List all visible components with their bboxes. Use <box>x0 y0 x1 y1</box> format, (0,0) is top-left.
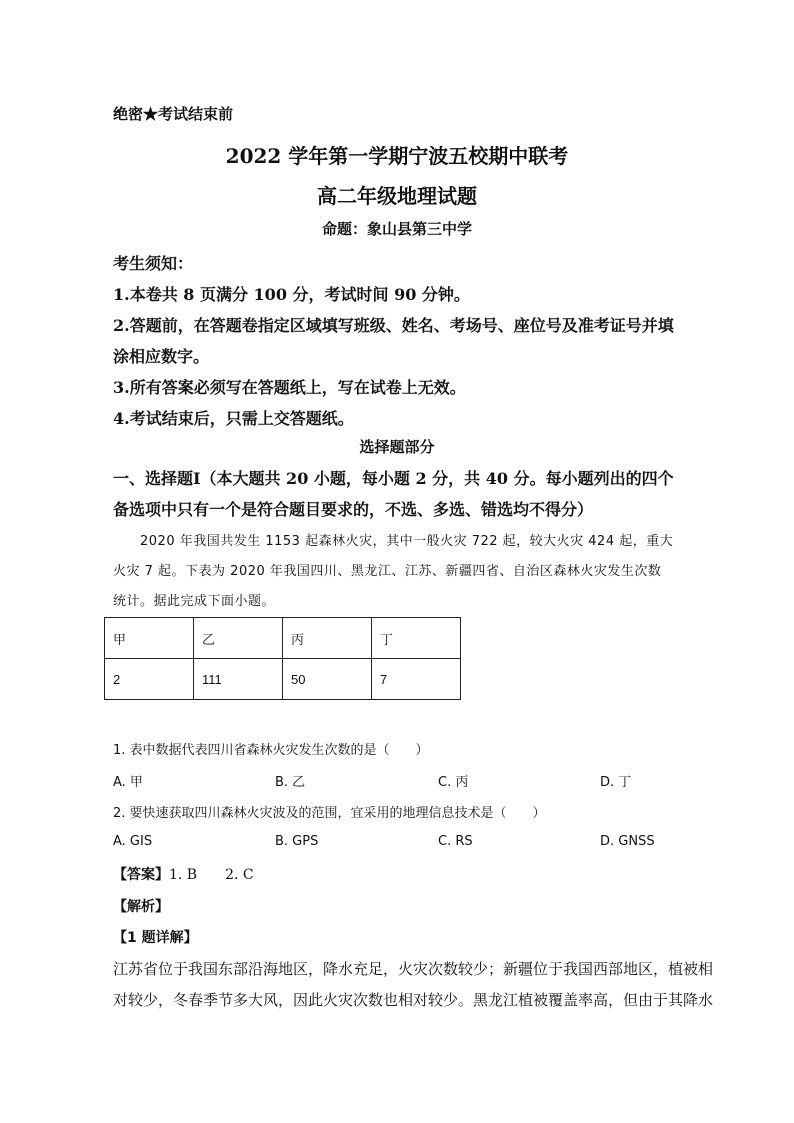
notice-line: 1.本卷共 8 页满分 100 分，考试时间 90 分钟。 <box>113 285 470 304</box>
question-2-option-a: A. GIS <box>113 834 153 849</box>
section-heading-line: 一、选择题Ⅰ（本大题共 20 小题，每小题 2 分，共 40 分。每小题列出的四个 <box>113 469 674 488</box>
question-1: 1. 表中数据代表四川省森林火灾发生次数的是（ ） <box>113 743 429 758</box>
question-1-option-a: A. 甲 <box>113 775 143 790</box>
explanation <box>113 954 714 1016</box>
notice-line: 2.答题前，在答题卷指定区域填写班级、姓名、考场号、座位号及准考证号并填 <box>113 316 674 335</box>
passage-line: 2020 年我国共发生 1153 起森林火灾，其中一般火灾 722 起，较大火灾 424 起，重大 <box>113 534 674 549</box>
question-1-option-d: D. 丁 <box>600 775 632 790</box>
question-1-option-c: C. 丙 <box>438 775 469 790</box>
confidential-label: 绝密★考试结束前 <box>113 105 234 123</box>
explanation-line: 对较少，冬春季节多大风，因此火灾次数也相对较少。黑龙江植被覆盖率高，但由于其降水 <box>113 991 714 1009</box>
table-cell: 7 <box>372 659 461 700</box>
table-row <box>105 618 461 659</box>
notice-line: 涂相应数字。 <box>113 347 210 366</box>
exam-subtitle: 高二年级地理试题 <box>317 184 477 208</box>
table-cell: 50 <box>283 659 372 700</box>
detail-tag: 【1 题详解】 <box>113 930 198 946</box>
notice-block <box>113 248 683 434</box>
reading-passage <box>113 527 683 617</box>
fire-count-table <box>104 617 461 700</box>
answer-tag: 【答案】 <box>113 867 169 883</box>
answer-text: 1. B 2. C <box>169 867 254 883</box>
table-cell: 111 <box>194 659 283 700</box>
question-2: 2. 要快速获取四川森林火灾波及的范围，宜采用的地理信息技术是（ ） <box>113 806 546 821</box>
table-header-cell: 丙 <box>283 618 372 659</box>
explanation-line: 江苏省位于我国东部沿海地区，降水充足，火灾次数较少；新疆位于我国西部地区，植被相 <box>113 960 714 978</box>
analysis-tag: 【解析】 <box>113 899 169 915</box>
question-2-option-b: B. GPS <box>275 834 319 849</box>
passage-line: 火灾 7 起。下表为 2020 年我国四川、黑龙江、江苏、新疆四省、自治区森林火灾发生次数 <box>113 564 662 579</box>
section-title: 选择题部分 <box>359 438 435 456</box>
section-heading-line: 备选项中只有一个是符合题目要求的，不选、多选、错选均不得分） <box>113 500 594 519</box>
passage-line: 统计。据此完成下面小题。 <box>113 594 276 609</box>
question-2-option-c: C. RS <box>438 834 473 849</box>
exam-author: 命题：象山县第三中学 <box>321 220 472 238</box>
question-2-option-d: D. GNSS <box>600 834 655 849</box>
notice-heading: 考生须知： <box>113 254 194 273</box>
table-row <box>105 659 461 700</box>
table-header-cell: 丁 <box>372 618 461 659</box>
question-1-option-b: B. 乙 <box>275 775 306 790</box>
table-header-cell: 甲 <box>105 618 194 659</box>
notice-line: 4.考试结束后，只需上交答题纸。 <box>113 409 354 428</box>
notice-line: 3.所有答案必须写在答题纸上，写在试卷上无效。 <box>113 378 466 397</box>
table-cell: 2 <box>105 659 194 700</box>
table-header-cell: 乙 <box>194 618 283 659</box>
answer-line <box>113 864 254 884</box>
section-heading <box>113 463 683 525</box>
exam-title: 2022 学年第一学期宁波五校期中联考 <box>225 144 569 168</box>
